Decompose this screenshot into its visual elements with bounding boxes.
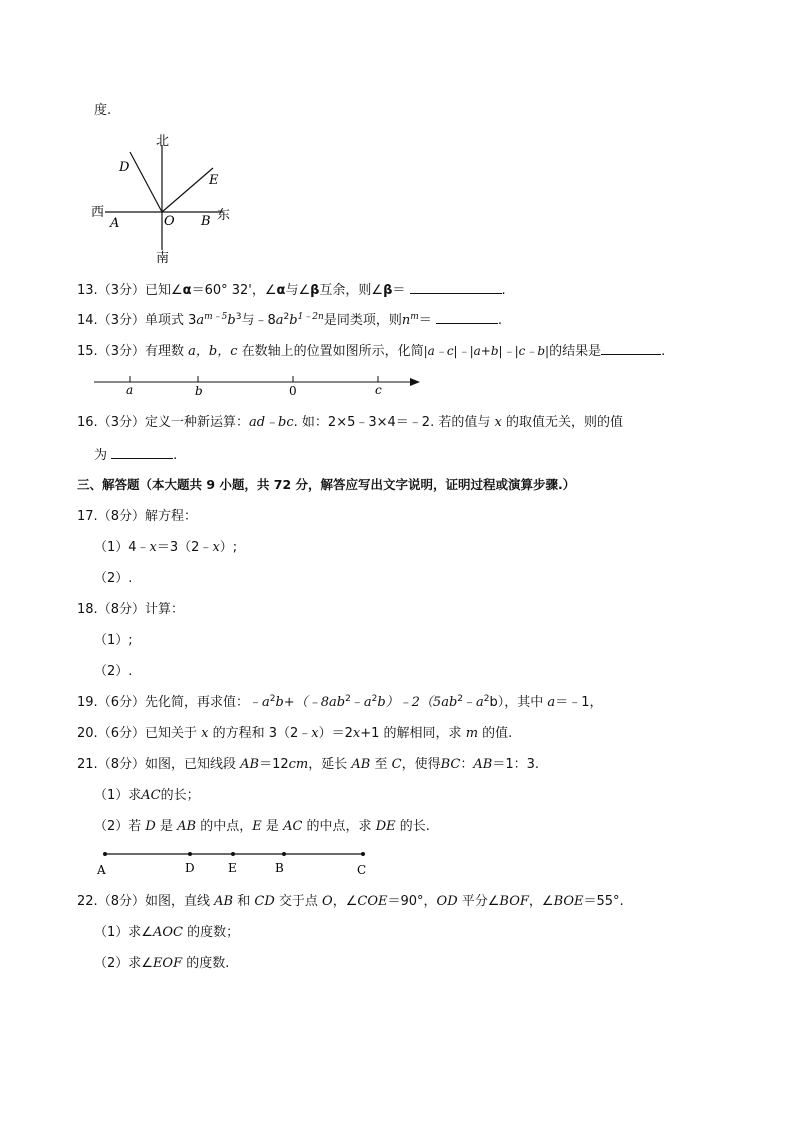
- question-22-part1: （1）求∠AOC 的度数；: [94, 925, 240, 940]
- compass-diagram: [85, 130, 245, 265]
- point-a: [103, 852, 107, 856]
- answer-blank[interactable]: [436, 310, 498, 324]
- question-20: 20.（6分）已知关于 x 的方程和 3（2﹣x）＝2x+1 的解相同，求 m 的值.: [77, 726, 513, 741]
- number-line-15: [90, 370, 425, 400]
- arrow-right-icon: [410, 378, 420, 386]
- ray-oe: [162, 168, 213, 212]
- point-c: [361, 852, 365, 856]
- label-east: 东: [217, 208, 231, 223]
- question-22: 22.（8分）如图，直线 AB 和 CD 交于点 O，∠COE＝90°，OD 平分∠BOF，∠BOE＝55°.: [77, 894, 624, 909]
- label-a: A: [110, 216, 120, 231]
- label-d: D: [185, 861, 195, 875]
- question-13: 13.（3分）已知∠α＝60° 32'，∠α与∠β互余，则∠β＝ .: [77, 280, 506, 300]
- question-21-part2: （2）若 D 是 AB 的中点，E 是 AC 的中点，求 DE 的长.: [94, 819, 430, 834]
- label-west: 西: [91, 205, 105, 220]
- answer-blank[interactable]: [111, 445, 173, 459]
- section-heading: 三、解答题（本大题共 9 小题，共 72 分，解答应写出文字说明，证明过程或演算步骤.）: [77, 477, 576, 492]
- label-c: C: [357, 863, 367, 877]
- question-17-part1: （1）4﹣x＝3（2﹣x）;: [94, 540, 238, 555]
- label-c: c: [375, 383, 382, 397]
- label-e: E: [228, 861, 237, 875]
- question-17-part2: （2）.: [94, 571, 133, 586]
- label-b: B: [275, 861, 284, 875]
- question-16: 16.（3分）定义一种新运算：ad﹣bc. 如：2×5﹣3×4＝﹣2. 若的值与 x 的取值无关，则的值: [77, 415, 623, 430]
- question-14: 14.（3分）单项式 $3a^{m﹣5}b^3$与$﹣8a^2b^{1﹣2n}$是同类项，则$n^m=$ .: [77, 312, 503, 328]
- label-b: B: [201, 214, 211, 229]
- point-e: [231, 852, 235, 856]
- question-18: 18.（8分）计算：: [77, 602, 184, 617]
- segment-diagram-21: [95, 846, 380, 878]
- point-b: [282, 852, 286, 856]
- question-18-part2: （2）.: [94, 664, 133, 679]
- label-0: 0: [289, 384, 297, 398]
- question-21: 21.（8分）如图，已知线段 AB＝12cm，延长 AB 至 C，使得BC：AB＝1：3.: [77, 757, 540, 772]
- label-e: E: [209, 173, 219, 188]
- question-18-part1: （1）;: [94, 633, 133, 648]
- question-fragment: 度.: [94, 103, 112, 118]
- question-19: 19.（6分）先化简，再求值：$﹣a^2b+(﹣8ab^2﹣a^2b)﹣2(5ab^2﹣a^2b)$，其中 a＝﹣1，: [77, 694, 603, 710]
- answer-blank[interactable]: [601, 341, 661, 355]
- label-b: b: [195, 384, 203, 398]
- point-d: [188, 852, 192, 856]
- ray-od: [130, 152, 162, 212]
- question-22-part2: （2）求∠EOF 的度数.: [94, 956, 230, 971]
- label-north: 北: [156, 134, 170, 149]
- answer-blank[interactable]: [410, 280, 502, 294]
- question-21-part1: （1）求AC的长；: [94, 788, 200, 803]
- label-o: O: [164, 214, 175, 229]
- label-d: D: [119, 160, 130, 175]
- label-a: a: [126, 383, 134, 397]
- question-16-line2: 为 .: [94, 445, 177, 465]
- question-15: 15.（3分）有理数 a，b，c 在数轴上的位置如图所示，化简|a﹣c|﹣|a+b|﹣|c﹣b|的结果是 .: [77, 341, 665, 361]
- question-17: 17.（8分）解方程：: [77, 509, 197, 524]
- label-a: A: [97, 863, 106, 877]
- label-south: 南: [156, 251, 170, 265]
